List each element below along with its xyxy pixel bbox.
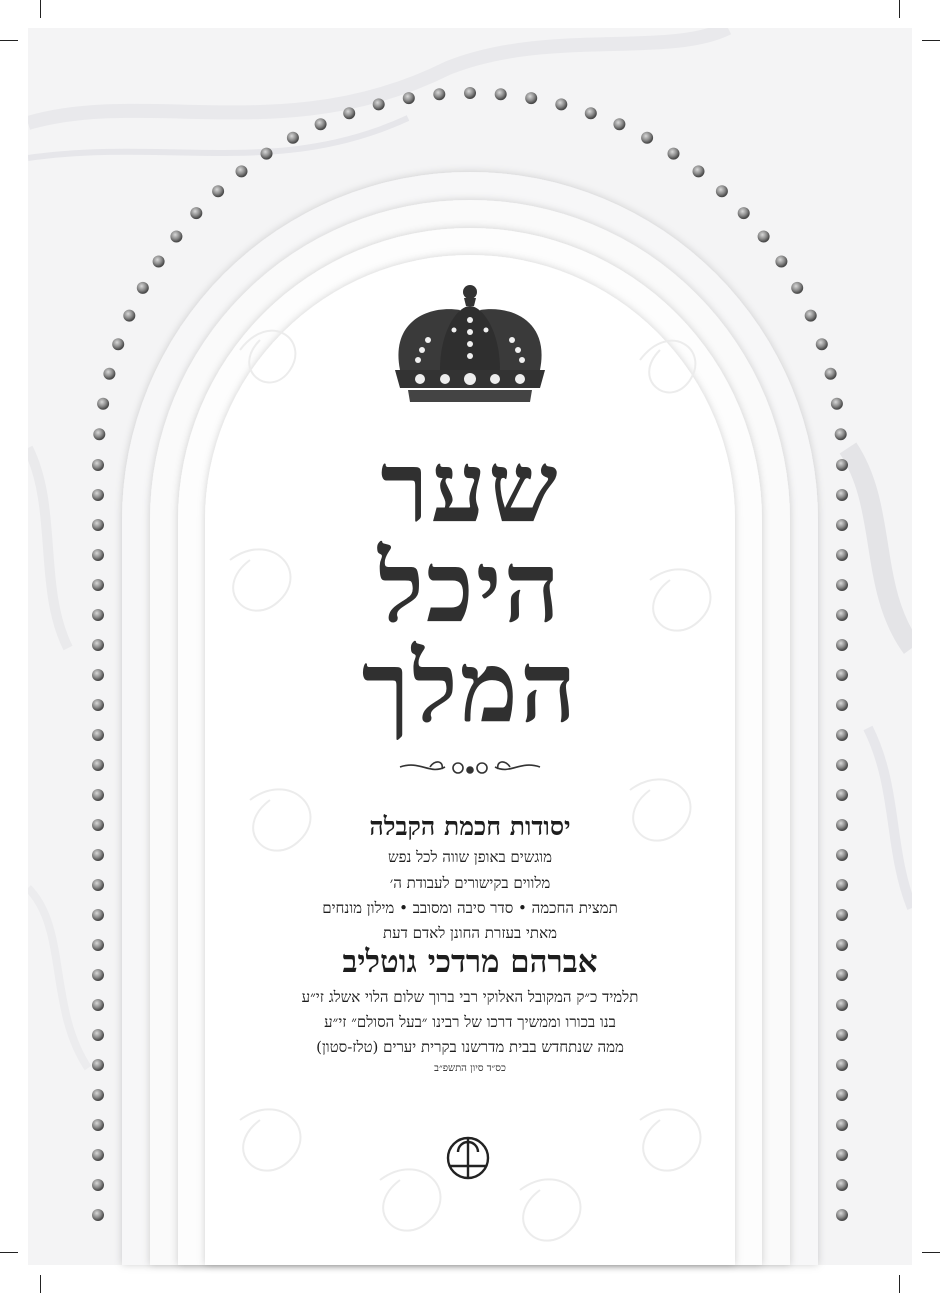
- bead-dot: [693, 165, 705, 177]
- bead-dot: [92, 759, 104, 771]
- bead-dot: [613, 118, 625, 130]
- bead-dot: [816, 338, 828, 350]
- publication-date: כס״ד סיון התשפ״ב: [434, 1063, 506, 1074]
- bead-dot: [836, 1179, 848, 1191]
- bead-dot: [555, 98, 567, 110]
- subtitle-line-3: תמצית החכמה • סדר סיבה ומסובב • מילון מונחים: [322, 899, 618, 917]
- bead-dot: [836, 1209, 848, 1221]
- bead-dot: [805, 310, 817, 322]
- bead-dot: [775, 256, 787, 268]
- bead-dot: [836, 1149, 848, 1161]
- bead-dot: [92, 1179, 104, 1191]
- title-line-1: שער: [380, 430, 560, 545]
- subtitle-line-2: מלווים בקישורים לעבודת ה׳: [389, 874, 551, 892]
- bead-dot: [585, 107, 597, 119]
- bead-dot: [716, 185, 728, 197]
- bead-dot: [261, 148, 273, 160]
- bead-dot: [373, 98, 385, 110]
- bead-dot: [190, 207, 202, 219]
- bead-dot: [836, 789, 848, 801]
- bead-dot: [92, 1089, 104, 1101]
- title-line-2: היכל: [378, 530, 562, 645]
- bead-dot: [92, 1149, 104, 1161]
- author-line-3: ממה שנתחדש בבית מדרשנו בקרית יערים (טלז-סטון): [316, 1038, 624, 1056]
- bead-dot: [525, 92, 537, 104]
- bead-dot: [92, 1119, 104, 1131]
- bead-dot: [212, 185, 224, 197]
- author-line-1: תלמיד כ״ק המקובל האלוקי רבי ברוך שלום הלוי אשלג זי״ע: [301, 988, 639, 1006]
- bead-dot: [315, 118, 327, 130]
- bead-dot: [464, 87, 476, 99]
- bead-dot: [103, 368, 115, 380]
- bead-dot: [668, 148, 680, 160]
- bead-dot: [836, 1089, 848, 1101]
- bead-dot: [137, 282, 149, 294]
- bead-dot: [433, 88, 445, 100]
- author-name: אברהם מרדכי גוטליב: [342, 944, 598, 980]
- bead-dot: [153, 256, 165, 268]
- bead-dot: [641, 132, 653, 144]
- title-line-3: המלך: [361, 630, 579, 745]
- bead-dot: [287, 132, 299, 144]
- bead-dot: [403, 92, 415, 104]
- bead-dot: [836, 759, 848, 771]
- bead-dot: [343, 107, 355, 119]
- bead-dot: [92, 1209, 104, 1221]
- bead-dot: [831, 398, 843, 410]
- subtitle-line-1: מוגשים באופן שווה לכל נפש: [387, 848, 553, 866]
- bead-dot: [738, 207, 750, 219]
- bead-dot: [758, 231, 770, 243]
- subtitle-heading: יסודות חכמת הקבלה: [369, 812, 571, 841]
- bead-dot: [836, 1119, 848, 1131]
- bead-dot: [825, 368, 837, 380]
- bead-dot: [92, 789, 104, 801]
- subtitle-line-4: מאתי בעזרת החונן לאדם דעת: [383, 924, 557, 942]
- bead-dot: [236, 165, 248, 177]
- bead-dot: [123, 310, 135, 322]
- bead-dot: [112, 338, 124, 350]
- bead-dot: [791, 282, 803, 294]
- author-line-2: בנו בכורו וממשיך דרכו של רבינו ״בעל הסולם״ זי״ע: [324, 1013, 616, 1031]
- bead-dot: [495, 88, 507, 100]
- bead-dot: [170, 231, 182, 243]
- bead-dot: [97, 398, 109, 410]
